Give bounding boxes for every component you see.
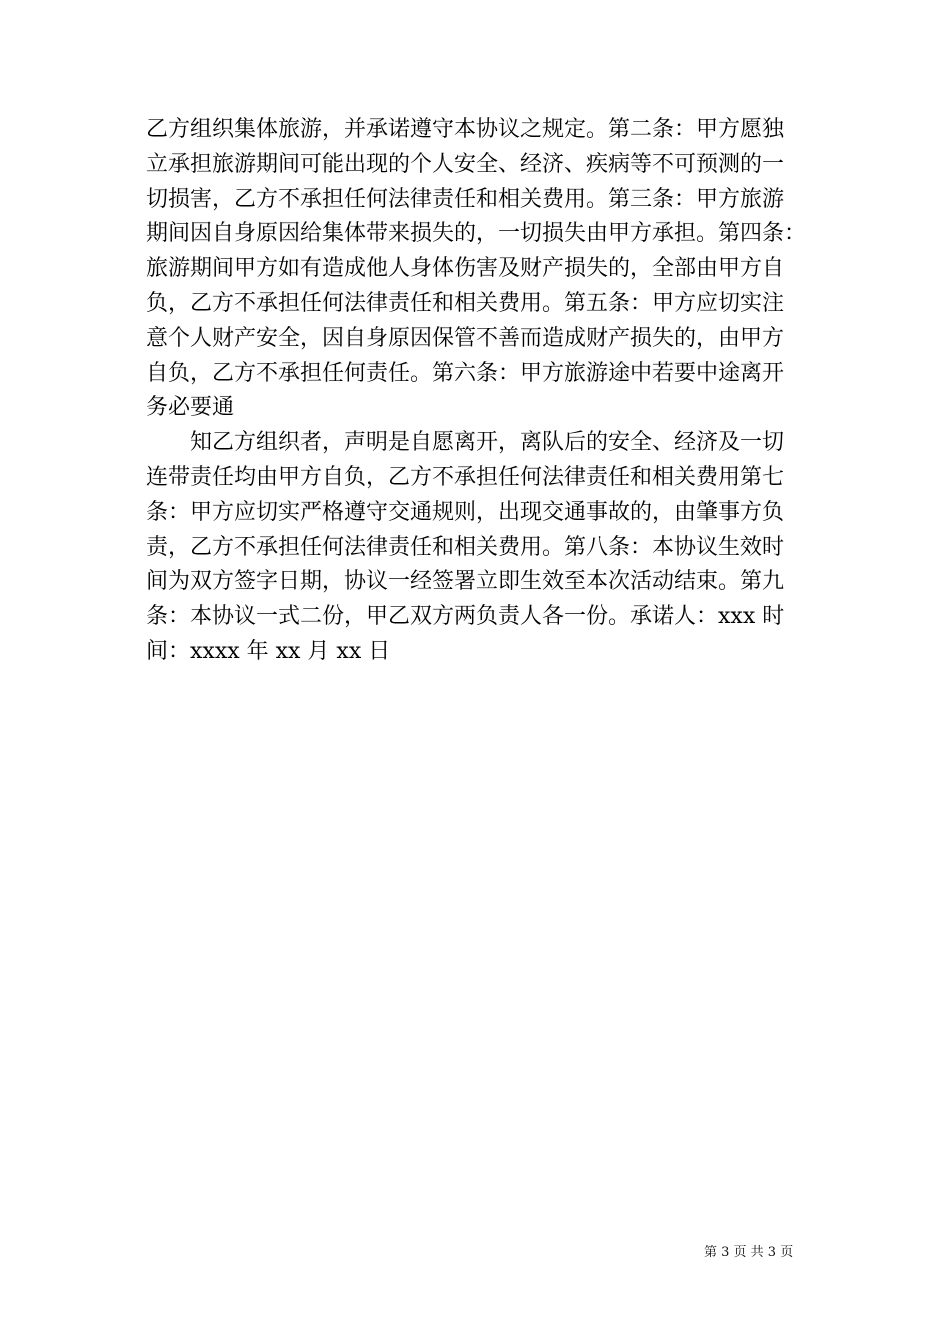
text-line: 自负，乙方不承担任何责任。第六条：甲方旅游途中若要中途离开 [146,360,785,386]
text-line: 间为双方签字日期，协议一经签署立即生效至本次活动结束。第九 [146,569,785,595]
text-line: 条：甲方应切实严格遵守交通规则，出现交通事故的，由肇事方负 [146,499,785,525]
text-line: 切损害，乙方不承担任何法律责任和相关费用。第三条：甲方旅游 [146,186,785,212]
text-line: 立承担旅游期间可能出现的个人安全、经济、疾病等不可预测的一 [146,151,785,177]
text-line: 务必要通 [146,395,235,421]
text-line: 间：xxxx 年 xx 月 xx 日 [146,638,391,664]
text-line: 知乙方组织者，声明是自愿离开，离队后的安全、经济及一切 [146,430,785,456]
text-line: 条：本协议一式二份，甲乙双方两负责人各一份。承诺人：xxx 时 [146,604,785,630]
text-line: 负，乙方不承担任何法律责任和相关费用。第五条：甲方应切实注 [146,290,785,316]
text-line: 期间因自身原因给集体带来损失的，一切损失由甲方承担。第四条： [146,221,807,247]
text-line: 乙方组织集体旅游，并承诺遵守本协议之规定。第二条：甲方愿独 [146,117,785,142]
text-line: 旅游期间甲方如有造成他人身体伤害及财产损失的，全部由甲方自 [146,256,785,282]
text-line: 意个人财产安全，因自身原因保管不善而造成财产损失的，由甲方 [146,325,785,351]
document-body [146,113,826,670]
text-line: 责，乙方不承担任何法律责任和相关费用。第八条：本协议生效时 [146,534,785,560]
text-line: 连带责任均由甲方自负，乙方不承担任何法律责任和相关费用第七 [146,464,785,490]
page-number-footer: 第 3 页 共 3 页 [704,1245,794,1260]
